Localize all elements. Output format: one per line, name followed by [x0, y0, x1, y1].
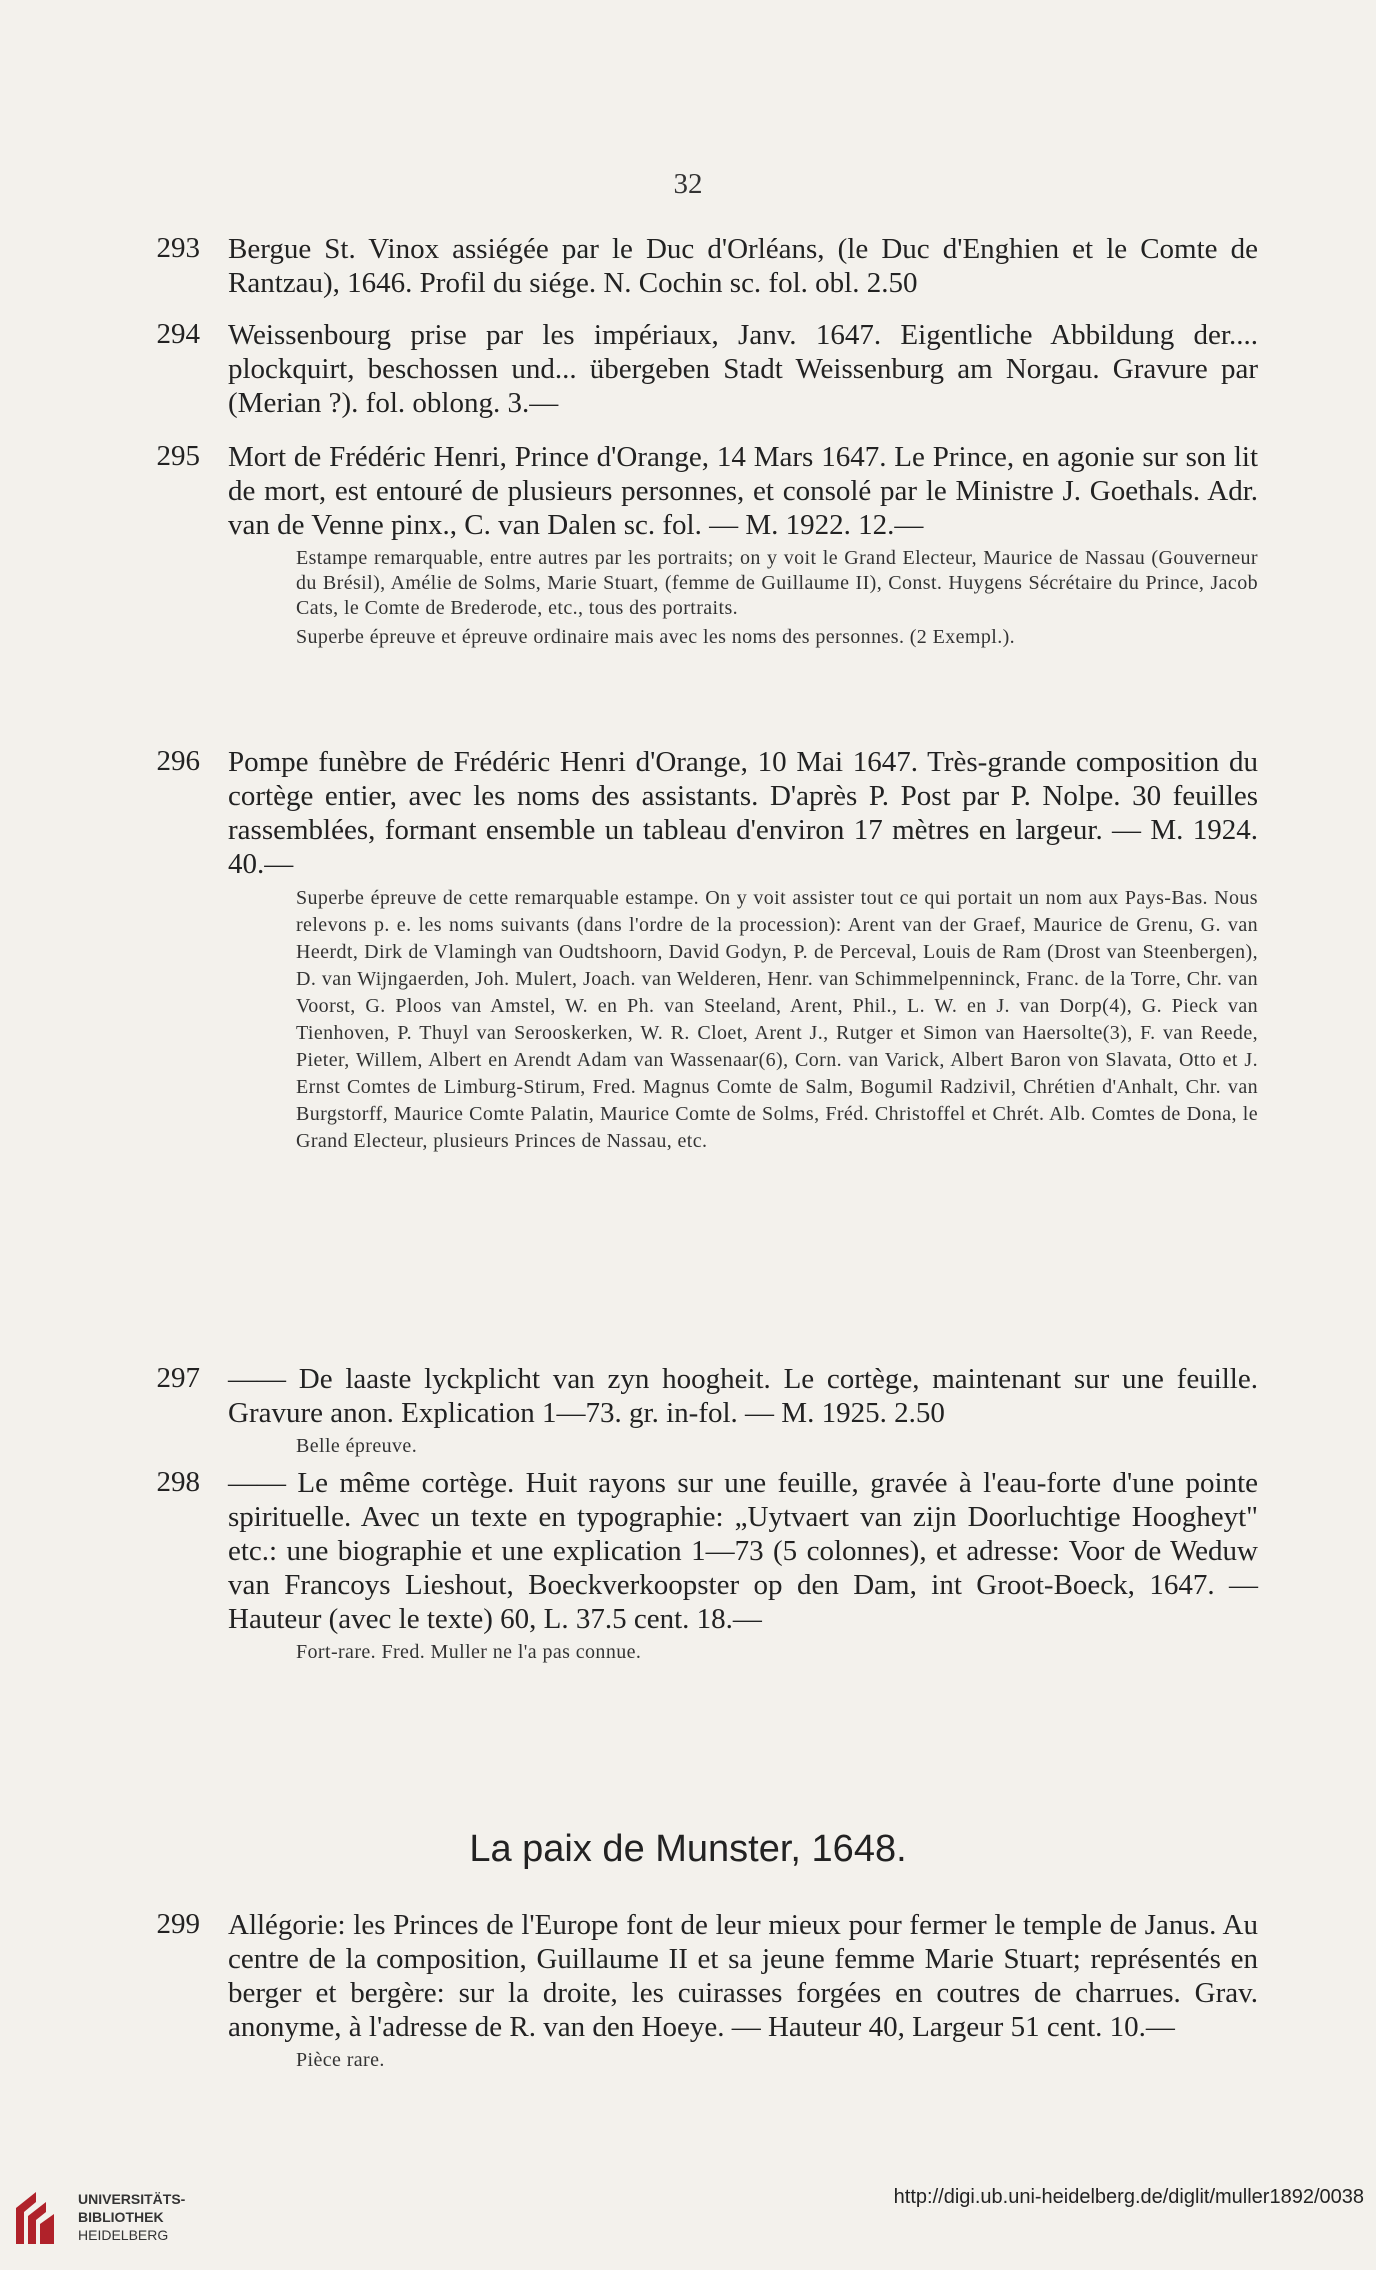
library-logo-icon: [12, 2188, 58, 2248]
catalog-entry-296: [156, 745, 1258, 1155]
catalog-entry-295: [156, 440, 1258, 650]
catalog-entry-297: [156, 1362, 1258, 1459]
entry-text: Allégorie: les Princes de l'Europe font de leur mieux pour fermer le temple de Janus. Au centre de la composition, Guillaume II et sa jeune femme Marie Stuart; représentés en berger et bergère: sur la droite, les cuirasses forgées en coutres de charrues. Grav. anonyme, à l'adresse de R. van den Hoeye. — Hauteur 40, Largeur 51 cent. 10.—: [228, 1909, 1258, 2043]
entry-text: Pompe funèbre de Frédéric Henri d'Orange, 10 Mai 1647. Très-grande composition du cortège entier, avec les noms des assistants. D'après P. Post par P. Nolpe. 30 feuilles rassemblées, formant ensemble un tableau d'environ 17 mètres en largeur. — M. 1924. 40.—: [228, 746, 1258, 880]
source-url-link[interactable]: http://digi.ub.uni-heidelberg.de/diglit/muller1892/0038: [893, 2186, 1364, 2208]
entry-number: 294: [156, 318, 200, 350]
entry-text: Bergue St. Vinox assiégée par le Duc d'Orléans, (le Duc d'Enghien et le Comte de Rantzau), 1646. Profil du siége. N. Cochin sc. fol. obl. 2.50: [228, 233, 1258, 299]
entry-note: Belle épreuve.: [296, 1435, 418, 1457]
catalog-entry-299: [156, 1908, 1258, 2073]
entry-text: Weissenbourg prise par les impériaux, Janv. 1647. Eigentliche Abbildung der.... plockquirt, beschossen und... übergeben Stadt Weissenburg am Norgau. Gravure par (Merian ?). fol. oblong. 3.—: [228, 319, 1258, 419]
entry-text: —— Le même cortège. Huit rayons sur une feuille, gravée à l'eau-forte d'une pointe spirituelle. Avec un texte en typographie: „Uytvaert van zijn Doorluchtige Hoogheyt" etc.: une biographie et une explication 1—73 (5 colonnes), et adresse: Voor de Weduw van Francoys Lieshout, Boeckverkoopster op den Dam, int Groot-Boeck, 1647. — Hauteur (avec le texte) 60, L. 37.5 cent. 18.—: [228, 1467, 1258, 1635]
catalog-entry-293: [156, 232, 1258, 300]
section-heading: La paix de Munster, 1648.: [469, 1828, 907, 1870]
logo-line: UNIVERSITÄTS-: [78, 2191, 186, 2207]
entry-text: —— De laaste lyckplicht van zyn hoogheit. Le cortège, maintenant sur une feuille. Gravure anon. Explication 1—73. gr. in-fol. — M. 1925. 2.50: [228, 1363, 1258, 1429]
entry-number: 298: [156, 1466, 200, 1498]
entry-note: Superbe épreuve de cette remarquable estampe. On y voit assister tout ce qui portait un nom aux Pays-Bas. Nous relevons p. e. les noms suivants (dans l'ordre de la procession): Arent van der Graef, Maurice de Grenu, G. van Heerdt, Dirk de Vlamingh van Oudtshoorn, David Godyn, P. de Perceval, Louis de Ram (Drost van Steenbergen), D. van Wijngaerden, Joh. Mulert, Joach. van Welderen, Henr. van Schimmelpenninck, Franc. de la Torre, Chr. van Voorst, G. Ploos van Amstel, W. en Ph. van Steeland, Arent, Phil., L. W. en J. van Dorp(4), G. Pieck van Tienhoven, P. Thuyl van Serooskerken, W. R. Cloet, Arent J., Rutger et Simon van Haersolte(3), F. van Reede, Pieter, Willem, Albert en Arendt Adam van Wassenaar(6), Corn. van Varick, Albert Baron von Slavata, Otto et J. Ernst Comtes de Limburg-Stirum, Fred. Magnus Comte de Salm, Bogumil Radzivil, Chrétien d'Anhalt, Chr. van Burgstorff, Maurice Comte Palatin, Maurice Comte de Solms, Fréd. Christoffel et Chrét. Alb. Comtes de Dona, le Grand Electeur, plusieurs Princes de Nassau, etc.: [296, 887, 1258, 1152]
logo-line: BIBLIOTHEK: [78, 2209, 164, 2225]
entry-number: 293: [156, 232, 200, 264]
library-logo: [12, 2184, 212, 2256]
entry-note: Estampe remarquable, entre autres par les portraits; on y voit le Grand Electeur, Maurice de Nassau (Gouverneur du Brésil), Amélie de Solms, Marie Stuart, (femme de Guillaume II), Const. Huygens Sécrétaire du Prince, Jacob Cats, le Comte de Brederode, etc., tous des portraits.: [296, 547, 1258, 619]
entry-number: 299: [156, 1908, 200, 1940]
logo-line: HEIDELBERG: [78, 2227, 169, 2243]
catalog-entry-294: [156, 318, 1258, 420]
entry-note: Pièce rare.: [296, 2049, 385, 2071]
catalog-entry-298: [156, 1466, 1258, 1665]
page-number: 32: [673, 168, 703, 200]
entry-number: 296: [156, 745, 200, 777]
entry-number: 297: [156, 1362, 200, 1394]
entry-number: 295: [156, 440, 200, 472]
entry-text: Mort de Frédéric Henri, Prince d'Orange, 14 Mars 1647. Le Prince, en agonie sur son lit de mort, est entouré de plusieurs personnes, et consolé par le Ministre J. Goethals. Adr. van de Venne pinx., C. van Dalen sc. fol. — M. 1922. 12.—: [228, 441, 1258, 541]
entry-note: Fort-rare. Fred. Muller ne l'a pas connue.: [296, 1641, 642, 1663]
entry-note: Superbe épreuve et épreuve ordinaire mais avec les noms des personnes. (2 Exempl.).: [296, 626, 1016, 648]
